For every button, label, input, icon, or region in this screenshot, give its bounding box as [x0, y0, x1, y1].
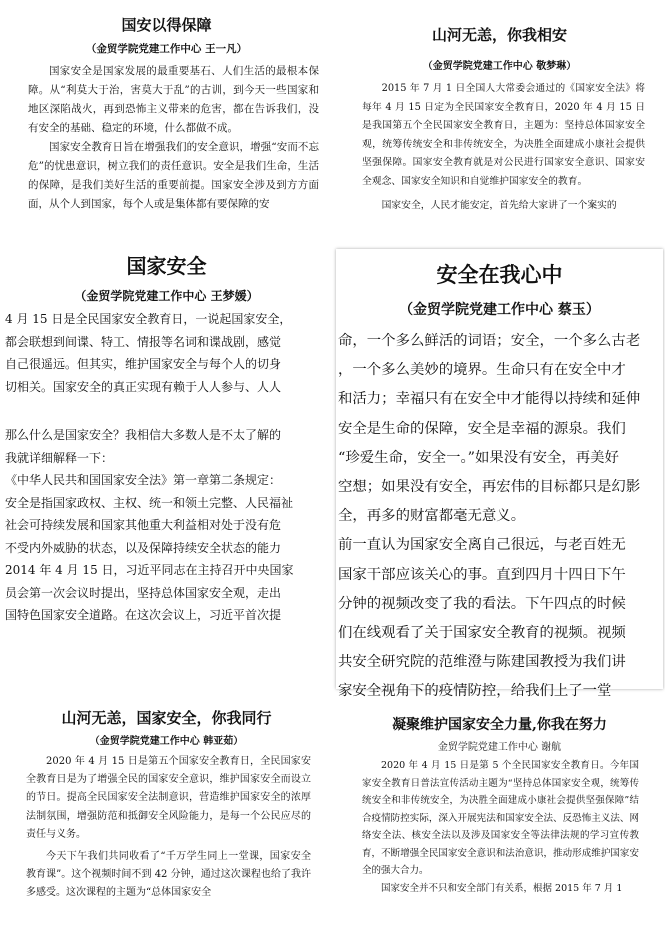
article-byline: （金贸学院党建工作中心 韩亚茹） [89, 736, 244, 747]
article-line: 国特色国家安全道路。在这次会议上，习近平首次提 [5, 608, 282, 622]
article-line: 4 月 15 日是全民国家安全教育日，一说起国家安全， [5, 312, 292, 326]
article-title: 凝聚维护国家安全力量,你我在努力 [392, 717, 607, 733]
article-paragraph: 2020 年 4 月 15 日是第 5 个全民国家安全教育日。今年国家安全教育日普法宣传活动主题为“坚持总体国家安全观，统筹传统安全和非传统安全，为决胜全面建成小康社会提供坚强保障”结合疫情防控实际，深入开展宪法和国家安全法、反恐怖主义法、网络安全法、核安全法以及涉及国家安全等法律法规的学习宣传教育，不断增强全民国家安全意识和法治意识，推动形成维护国家安全的强大合力。 [362, 760, 639, 876]
article-title: 山河无恙，国家安全，你我同行 [61, 709, 272, 727]
article-byline: 金贸学院党建工作中心 谢航 [437, 742, 562, 753]
article-paragraph: 国家安全，人民才能安定，首先给大家讲了一个案实的 [381, 200, 617, 211]
article-line: 安全是生命的保障，安全是幸福的源泉。我们 [338, 420, 626, 437]
article-line: 那么什么是国家安全？我相信大多数人是不太了解的 [5, 428, 282, 442]
article-line: ，一个多么美妙的境界。生命只有在安全中才 [338, 362, 626, 379]
article-title: 国安以得保障 [121, 16, 212, 34]
article-line: 社会可持续发展和国家其他重大利益相对处于没有危 [5, 518, 282, 532]
article-line: 家安全视角下的疫情防控，给我们上了一堂 [338, 683, 612, 700]
article-line: 分钟的视频改变了我的看法。下午四点的时候 [338, 595, 626, 612]
article-card [2, 4, 331, 229]
article-paragraph: 国家安全是国家发展的最重要基石、人们生活的最根本保障。从“利莫大于治，害莫大于乱”的古训，到今天一些国家和地区深陷战火，再到恐怖主义带来的危害，都在告诉我们，没有安全的基础、稳定的环境，什么都做不成。 [28, 65, 319, 134]
article-line: 都会联想到间谍、特工、情报等名词和谍战剧，感觉 [5, 334, 282, 349]
article-byline: （金贸学院党建工作中心 王一凡） [85, 43, 248, 55]
article-line: 空想；如果没有安全，再宏伟的目标都只是幻影 [338, 479, 641, 496]
article-card [336, 4, 663, 234]
article-paragraph: 国家安全教育日旨在增强我们的安全意识，增强“安而不忘危”的忧患意识，树立我们的责任意识。安全是我们生命，生活的保障，是我们美好生活的重要前提。国家安全涉及到方方面面，从个人到国家，每个人或是集体都有要保障的安 [28, 141, 319, 210]
paragraph-gap [2, 398, 331, 424]
article-paragraph: 国家安全并不只和安全部门有关系，根据 2015 年 7 月 1 [381, 882, 623, 894]
article-line: 《中华人民共和国国家安全法》第一章第二条规定： [5, 473, 282, 487]
article-line: “珍爱生命，安全一。”如果没有安全，再美好 [338, 449, 619, 466]
article-title: 国家安全 [126, 254, 207, 278]
article-line: 前一直认为国家安全离自己很远，与老百姓无 [338, 537, 626, 554]
article-title: 山河无恙，你我相安 [431, 26, 567, 44]
article-byline: （金贸学院党建工作中心 敬梦琳） [422, 61, 577, 72]
article-line: 全，再多的财富都毫无意义。 [338, 508, 526, 525]
article-paragraph: 2020 年 4 月 15 日是第五个国家安全教育日，全民国家安全教育日是为了增强全民的国家安全意识，维护国家安全而设立的节日。提高全民国家安全法制意识，营造维护国家安全的浓厚法制氛围，增强防范和抵御安全风险能力，是每一个公民应尽的责任与义务。 [26, 756, 311, 840]
article-line: 命，一个多么鲜活的词语；安全，一个多么古老 [338, 333, 641, 349]
article-title: 安全在我心中 [436, 262, 563, 287]
article-line: 2014 年 4 月 15 日，习近平同志在主持召开中央国家 [5, 563, 294, 577]
article-card [2, 697, 331, 923]
article-line: 国家干部应该关心的事。直到四月十四日下午 [338, 566, 626, 583]
article-card [336, 704, 663, 923]
article-line: 不受内外威胁的状态，以及保障持续安全状态的能力 [5, 540, 282, 555]
article-byline: （金贸学院党建工作中心 王梦媛） [74, 289, 259, 303]
article-byline: （金贸学院党建工作中心 蔡玉） [399, 302, 600, 318]
article-paragraph: 2015 年 7 月 1 日全国人大常委会通过的《国家安全法》将每年 4 月 15 日定为全民国家安全教育日，2020 年 4 月 15 日是我国第五个全民国家安全教育日，主题为：坚持总体国家安全观，统筹传统安全和非传统安全，为决胜全面建成小康社会提供坚强保障。国家安全教育就是对公民进行国家安全意识、国家安全观念、国家安全知识和自觉维护国家安全的教育。 [362, 83, 645, 187]
article-line: 和活力；幸福只有在安全中才能得以持续和延伸 [338, 391, 641, 408]
article-line: 安全是指国家政权、主权、统一和领土完整、人民福祉 [5, 495, 294, 510]
article-line: 共安全研究院的范维澄与陈建国教授为我们讲 [338, 654, 626, 671]
article-line: 们在线观看了关于国家安全教育的视频。视频 [338, 625, 626, 642]
article-card [2, 238, 331, 680]
article-line: 切相关。国家安全的真正实现有赖于人人参与、人人 [5, 379, 282, 394]
article-paragraph: 今天下午我们共同收看了“千万学生同上一堂课，国家安全教育课”。这个视频时间不到 42 分钟，通过这次课程也给了我许多感受。这次课程的主题为“总体国家安全 [26, 851, 311, 899]
article-line: 自己很遥远。但其实，维护国家安全与每个人的切身 [5, 357, 282, 371]
article-line: 员会第一次会议时提出，坚持总体国家安全观，走出 [5, 585, 282, 600]
article-card [336, 249, 663, 700]
article-line: 我就详细解释一下： [5, 450, 114, 465]
